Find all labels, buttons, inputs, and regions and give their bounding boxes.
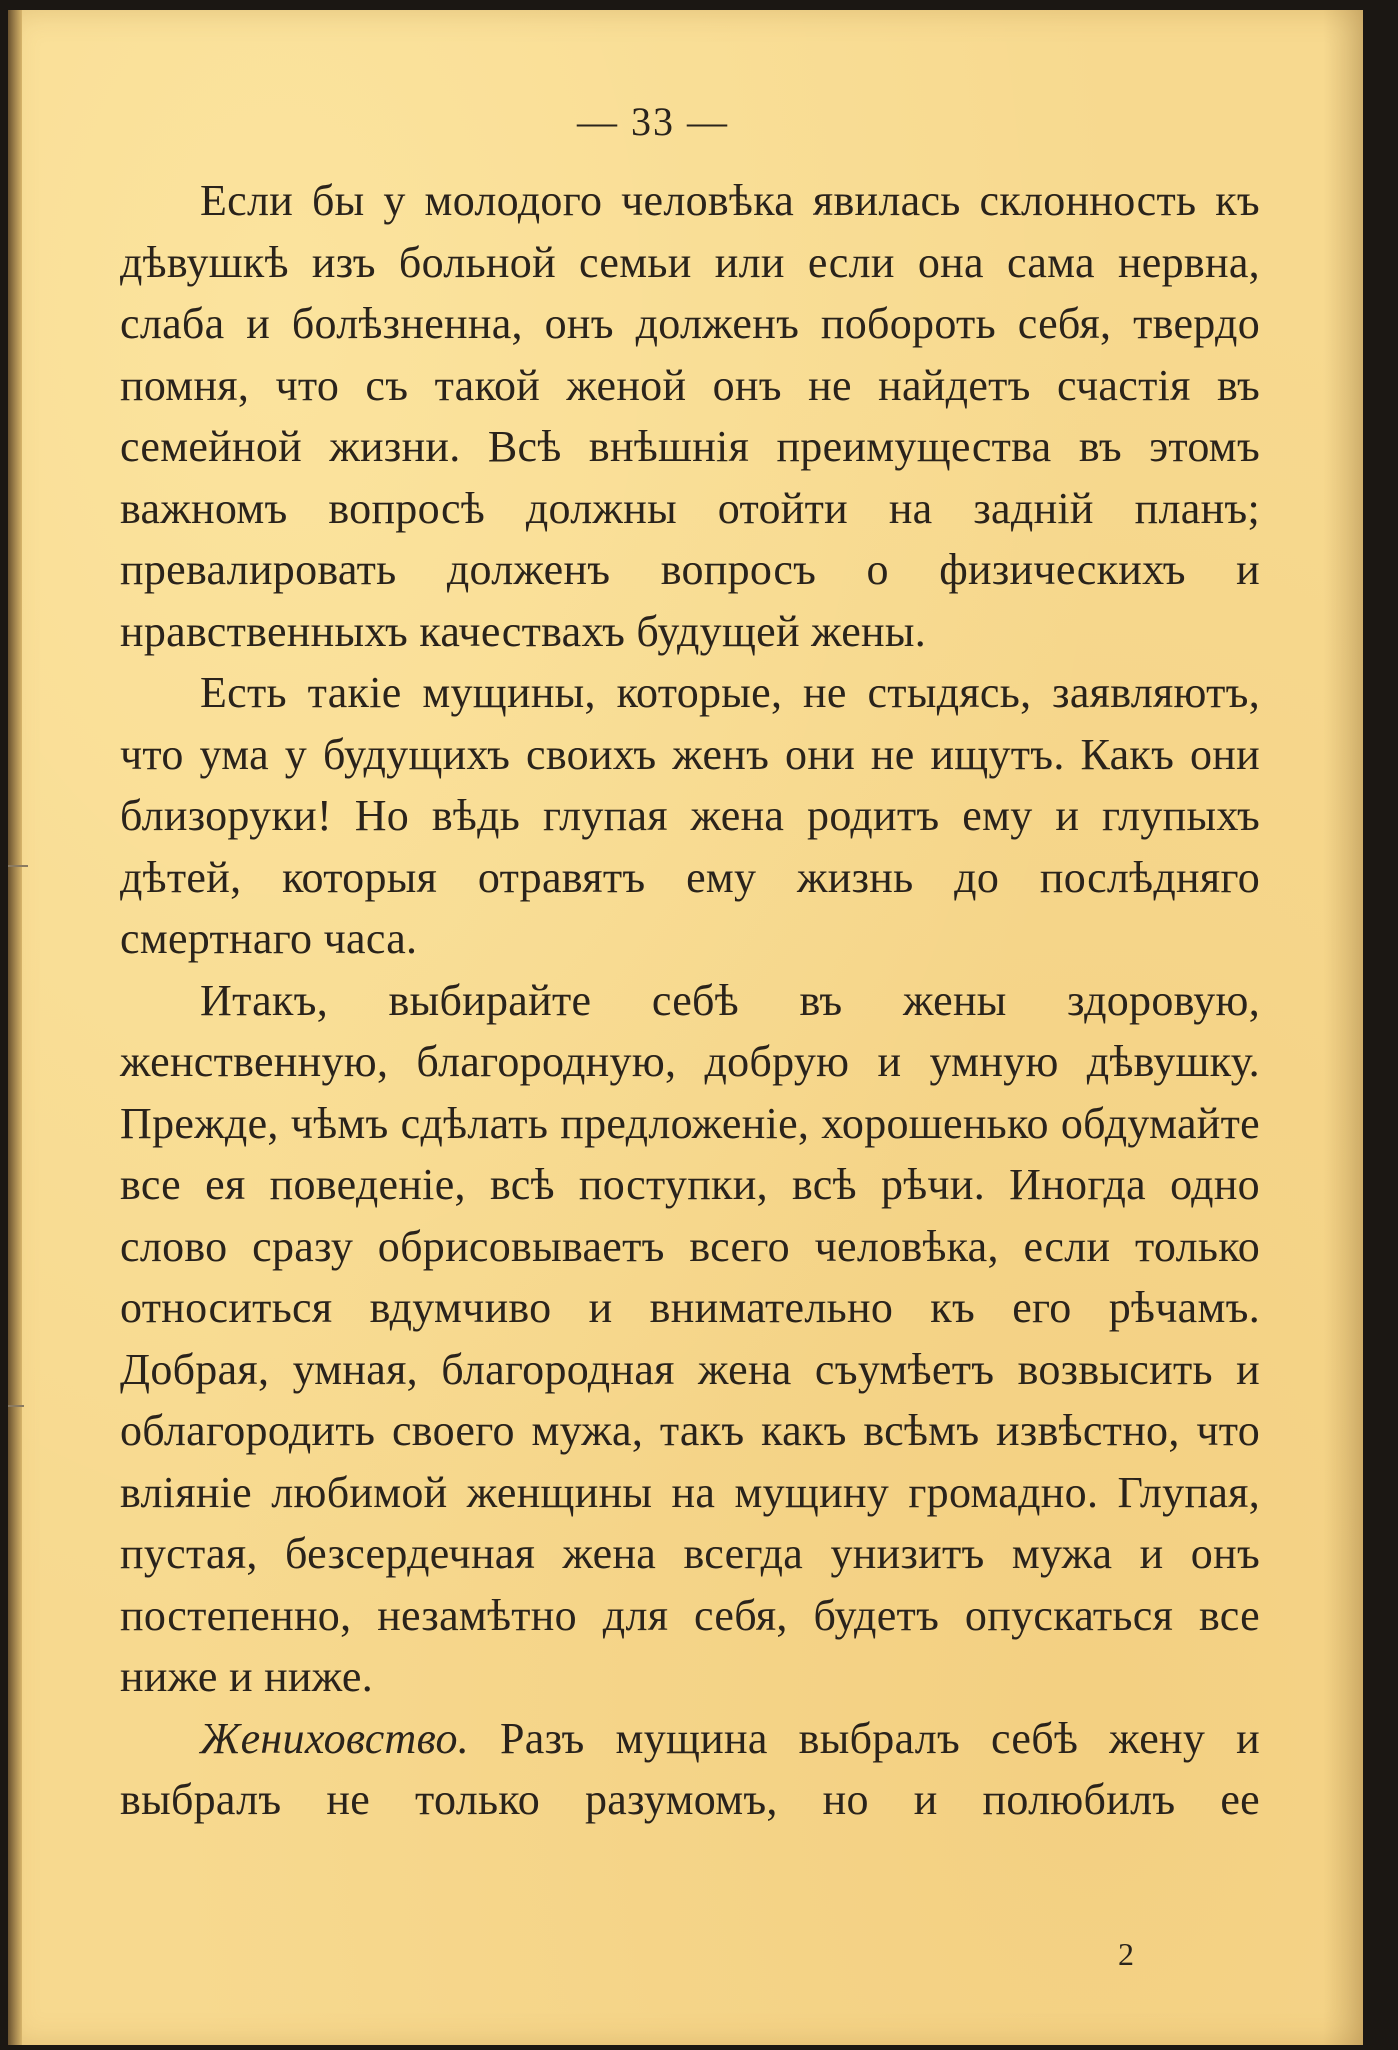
section-heading: Жениховство.: [200, 1713, 470, 1763]
page-right-shade: [1323, 10, 1363, 2045]
paragraph-3: Итакъ, выбирайте себѣ въ жены здоровую, женственную, благородную, добрую и умную дѣвушку. Прежде, чѣмъ сдѣлать предложеніе, хорошенько обдумайте все ея поведеніе, всѣ поступки, всѣ рѣчи. Иногда одно слово сразу обрисовываетъ всего человѣка, если только относиться вдумчиво и внимательно къ его рѣчамъ. Добрая, умная, благородная жена съумѣетъ возвысить и облагородить своего мужа, такъ какъ всѣмъ извѣстно, что вліяніе любимой женщины на мущину громадно. Глупая, пустая, безсердечная жена всегда унизитъ мужа и онъ постепенно, незамѣтно для себя, будетъ опускаться все ниже и ниже.: [120, 975, 1260, 1701]
paragraph-4: [120, 1708, 1260, 1831]
book-page: [8, 10, 1363, 2045]
margin-tick-1: [8, 865, 28, 867]
paragraph-1: Если бы у молодого человѣка явилась склонность къ дѣвушкѣ изъ больной семьи или если она сама нервна, слаба и болѣзненна, онъ долженъ побороть себя, твердо помня, что съ такой женой онъ не найдетъ счастія въ семейной жизни. Всѣ внѣшнія преимущества въ этомъ важномъ вопросѣ должны отойти на заднiй планъ; превалировать долженъ вопросъ о физическихъ и нравственныхъ качествахъ будущей жены.: [120, 176, 1260, 656]
body-text: [120, 170, 1260, 1831]
paragraph-2: Есть такіе мущины, которые, не стыдясь, заявляютъ, что ума у будущихъ своихъ женъ они не ищутъ. Какъ они близоруки! Но вѣдь глупая жена родитъ ему и глупыхъ дѣтей, которыя отравятъ ему жизнь до послѣдняго смертнаго часа.: [120, 668, 1260, 963]
paragraph-4-text: Разъ мущина выбралъ себѣ жену и выбралъ не только разумомъ, но и полюбилъ ее: [120, 1713, 1260, 1824]
page-spine-edge: [8, 10, 22, 2045]
signature-mark: 2: [1118, 1936, 1134, 1972]
page-number: — 33 —: [577, 99, 729, 144]
margin-tick-2: [8, 1405, 24, 1407]
